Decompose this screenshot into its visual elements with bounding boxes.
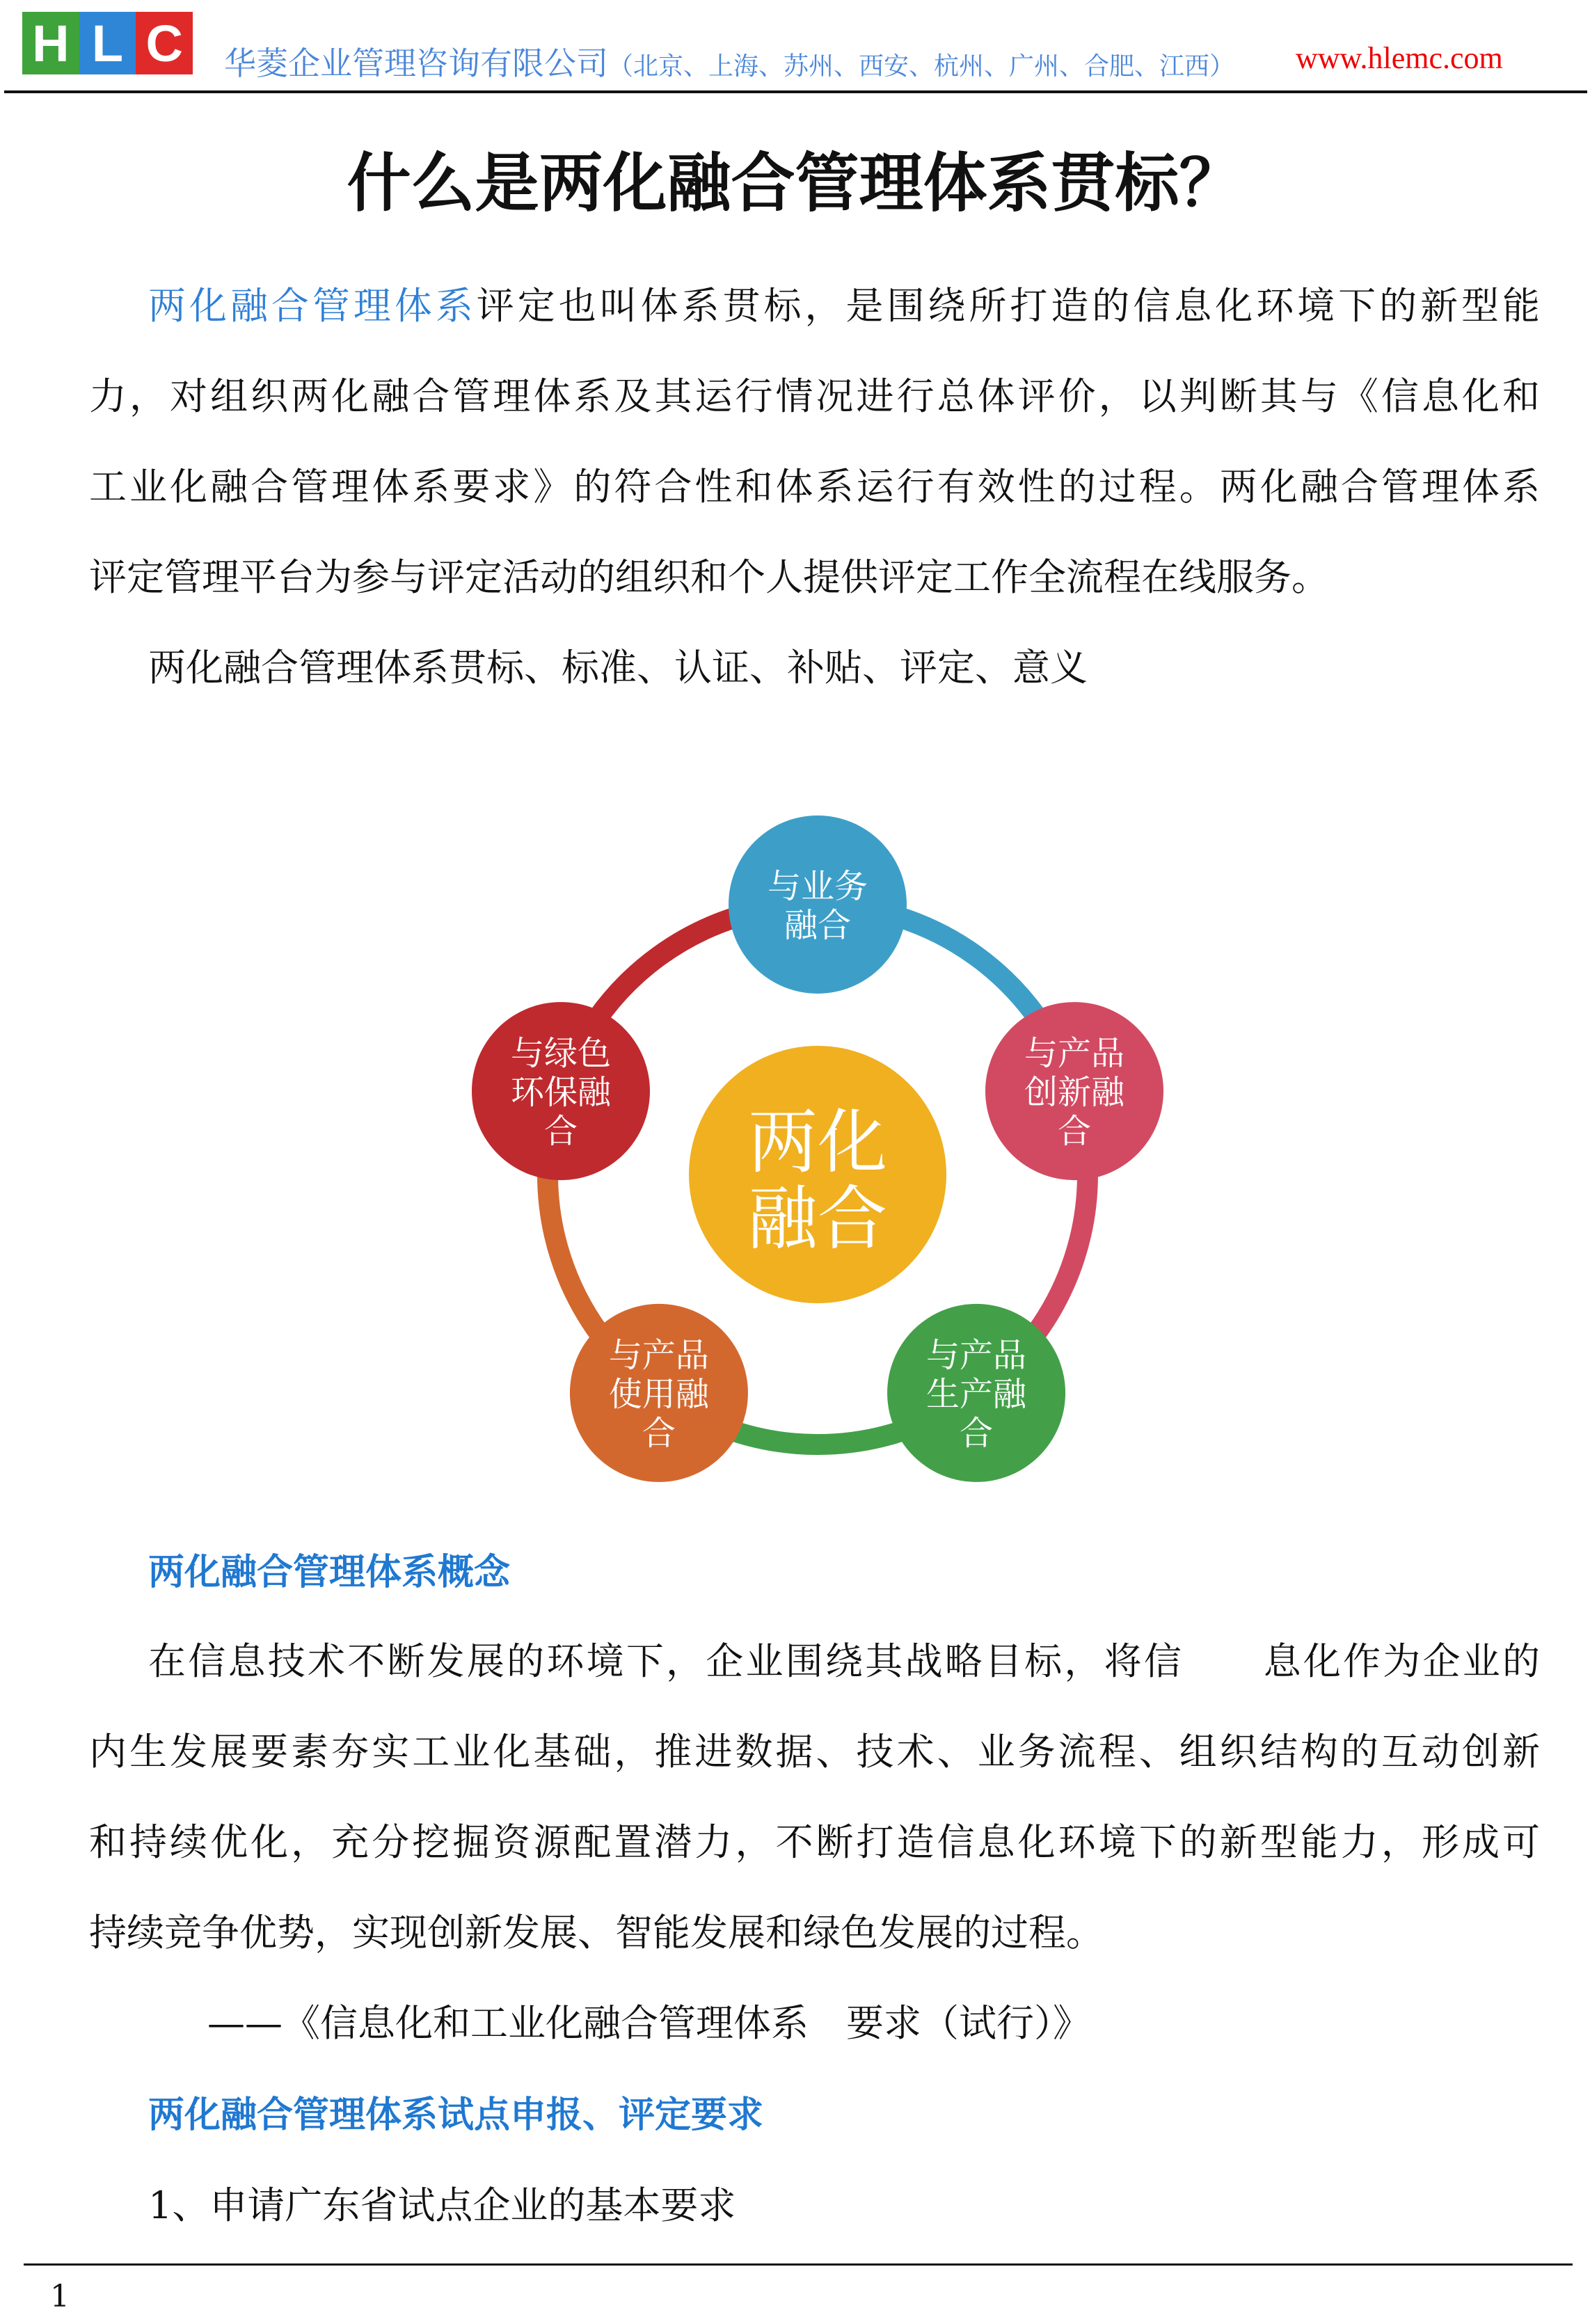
node-label: 合 bbox=[543, 1112, 578, 1152]
intro-text: 评定也叫体系贯标，是围绕所打造的信息化环境下的新型能 bbox=[476, 284, 1541, 328]
quote-source: ——《信息化和工业化融合管理体系 要求（试行）》 bbox=[207, 2001, 1090, 2045]
hlc-logo bbox=[22, 12, 193, 74]
website-link[interactable]: www.hlemc.com bbox=[1296, 41, 1503, 75]
concept-line-2: 内生发展要素夯实工业化基础，推进数据、技术、业务流程、组织结构的互动创新 bbox=[89, 1730, 1540, 1774]
node-label: 合 bbox=[642, 1413, 676, 1453]
intro-line-2: 力，对组织两化融合管理体系及其运行情况进行总体评价，以判断其与《信息化和 bbox=[89, 374, 1540, 418]
section-heading-concept: 两化融合管理体系概念 bbox=[148, 1552, 511, 1593]
intro-line-4: 评定管理平台为参与评定活动的组织和个人提供评定工作全流程在线服务。 bbox=[89, 555, 1329, 599]
node-label: 与产品 bbox=[926, 1335, 1027, 1375]
node-label: 与业务 bbox=[767, 867, 868, 906]
header-divider bbox=[4, 90, 1587, 93]
logo-letter-h: H bbox=[22, 12, 79, 74]
two-integration-diagram bbox=[452, 800, 1183, 1496]
node-label: 使用融 bbox=[608, 1374, 709, 1414]
page-title: 什么是两化融合管理体系贯标？ bbox=[347, 145, 1243, 221]
center-label: 两化 bbox=[748, 1101, 887, 1183]
keywords: 两化融合管理体系贯标、标准、认证、补贴、评定、意义 bbox=[148, 646, 1088, 690]
node-label: 合 bbox=[960, 1413, 994, 1453]
concept-line-1: 在信息技术不断发展的环境下，企业围绕其战略目标，将信 息化作为企业的 bbox=[148, 1639, 1540, 1683]
footer-divider bbox=[24, 2263, 1573, 2266]
node-label: 与绿色 bbox=[510, 1034, 611, 1074]
node-label: 创新融 bbox=[1024, 1073, 1125, 1113]
concept-line-4: 持续竞争优势，实现创新发展、智能发展和绿色发展的过程。 bbox=[89, 1911, 1104, 1955]
center-label: 融合 bbox=[748, 1178, 887, 1259]
node-label: 与产品 bbox=[1024, 1034, 1125, 1074]
company-name bbox=[224, 38, 1234, 84]
company-title: 华菱企业管理咨询有限公司 bbox=[224, 45, 608, 82]
intro-line-3: 工业化融合管理体系要求》的符合性和体系运行有效性的过程。两化融合管理体系 bbox=[89, 465, 1540, 509]
intro-link[interactable]: 两化融合管理体系 bbox=[148, 284, 477, 328]
intro-line-1 bbox=[148, 282, 1540, 331]
page-number: 1 bbox=[50, 2279, 70, 2314]
requirement-item-1: 1、申请广东省试点企业的基本要求 bbox=[148, 2183, 736, 2227]
section-heading-requirements: 两化融合管理体系试点申报、评定要求 bbox=[148, 2094, 764, 2136]
logo-letter-l: L bbox=[79, 12, 136, 74]
node-label: 生产融 bbox=[926, 1374, 1027, 1414]
concept-line-3: 和持续优化，充分挖掘资源配置潜力，不断打造信息化环境下的新型能力，形成可 bbox=[89, 1820, 1540, 1864]
logo-letter-c: C bbox=[136, 12, 193, 74]
company-locations: （北京、上海、苏州、西安、杭州、广州、合肥、江西） bbox=[608, 52, 1235, 81]
node-label: 与产品 bbox=[608, 1335, 709, 1375]
node-label: 融合 bbox=[784, 906, 852, 945]
node-label: 环保融 bbox=[510, 1073, 611, 1113]
node-label: 合 bbox=[1058, 1112, 1092, 1152]
